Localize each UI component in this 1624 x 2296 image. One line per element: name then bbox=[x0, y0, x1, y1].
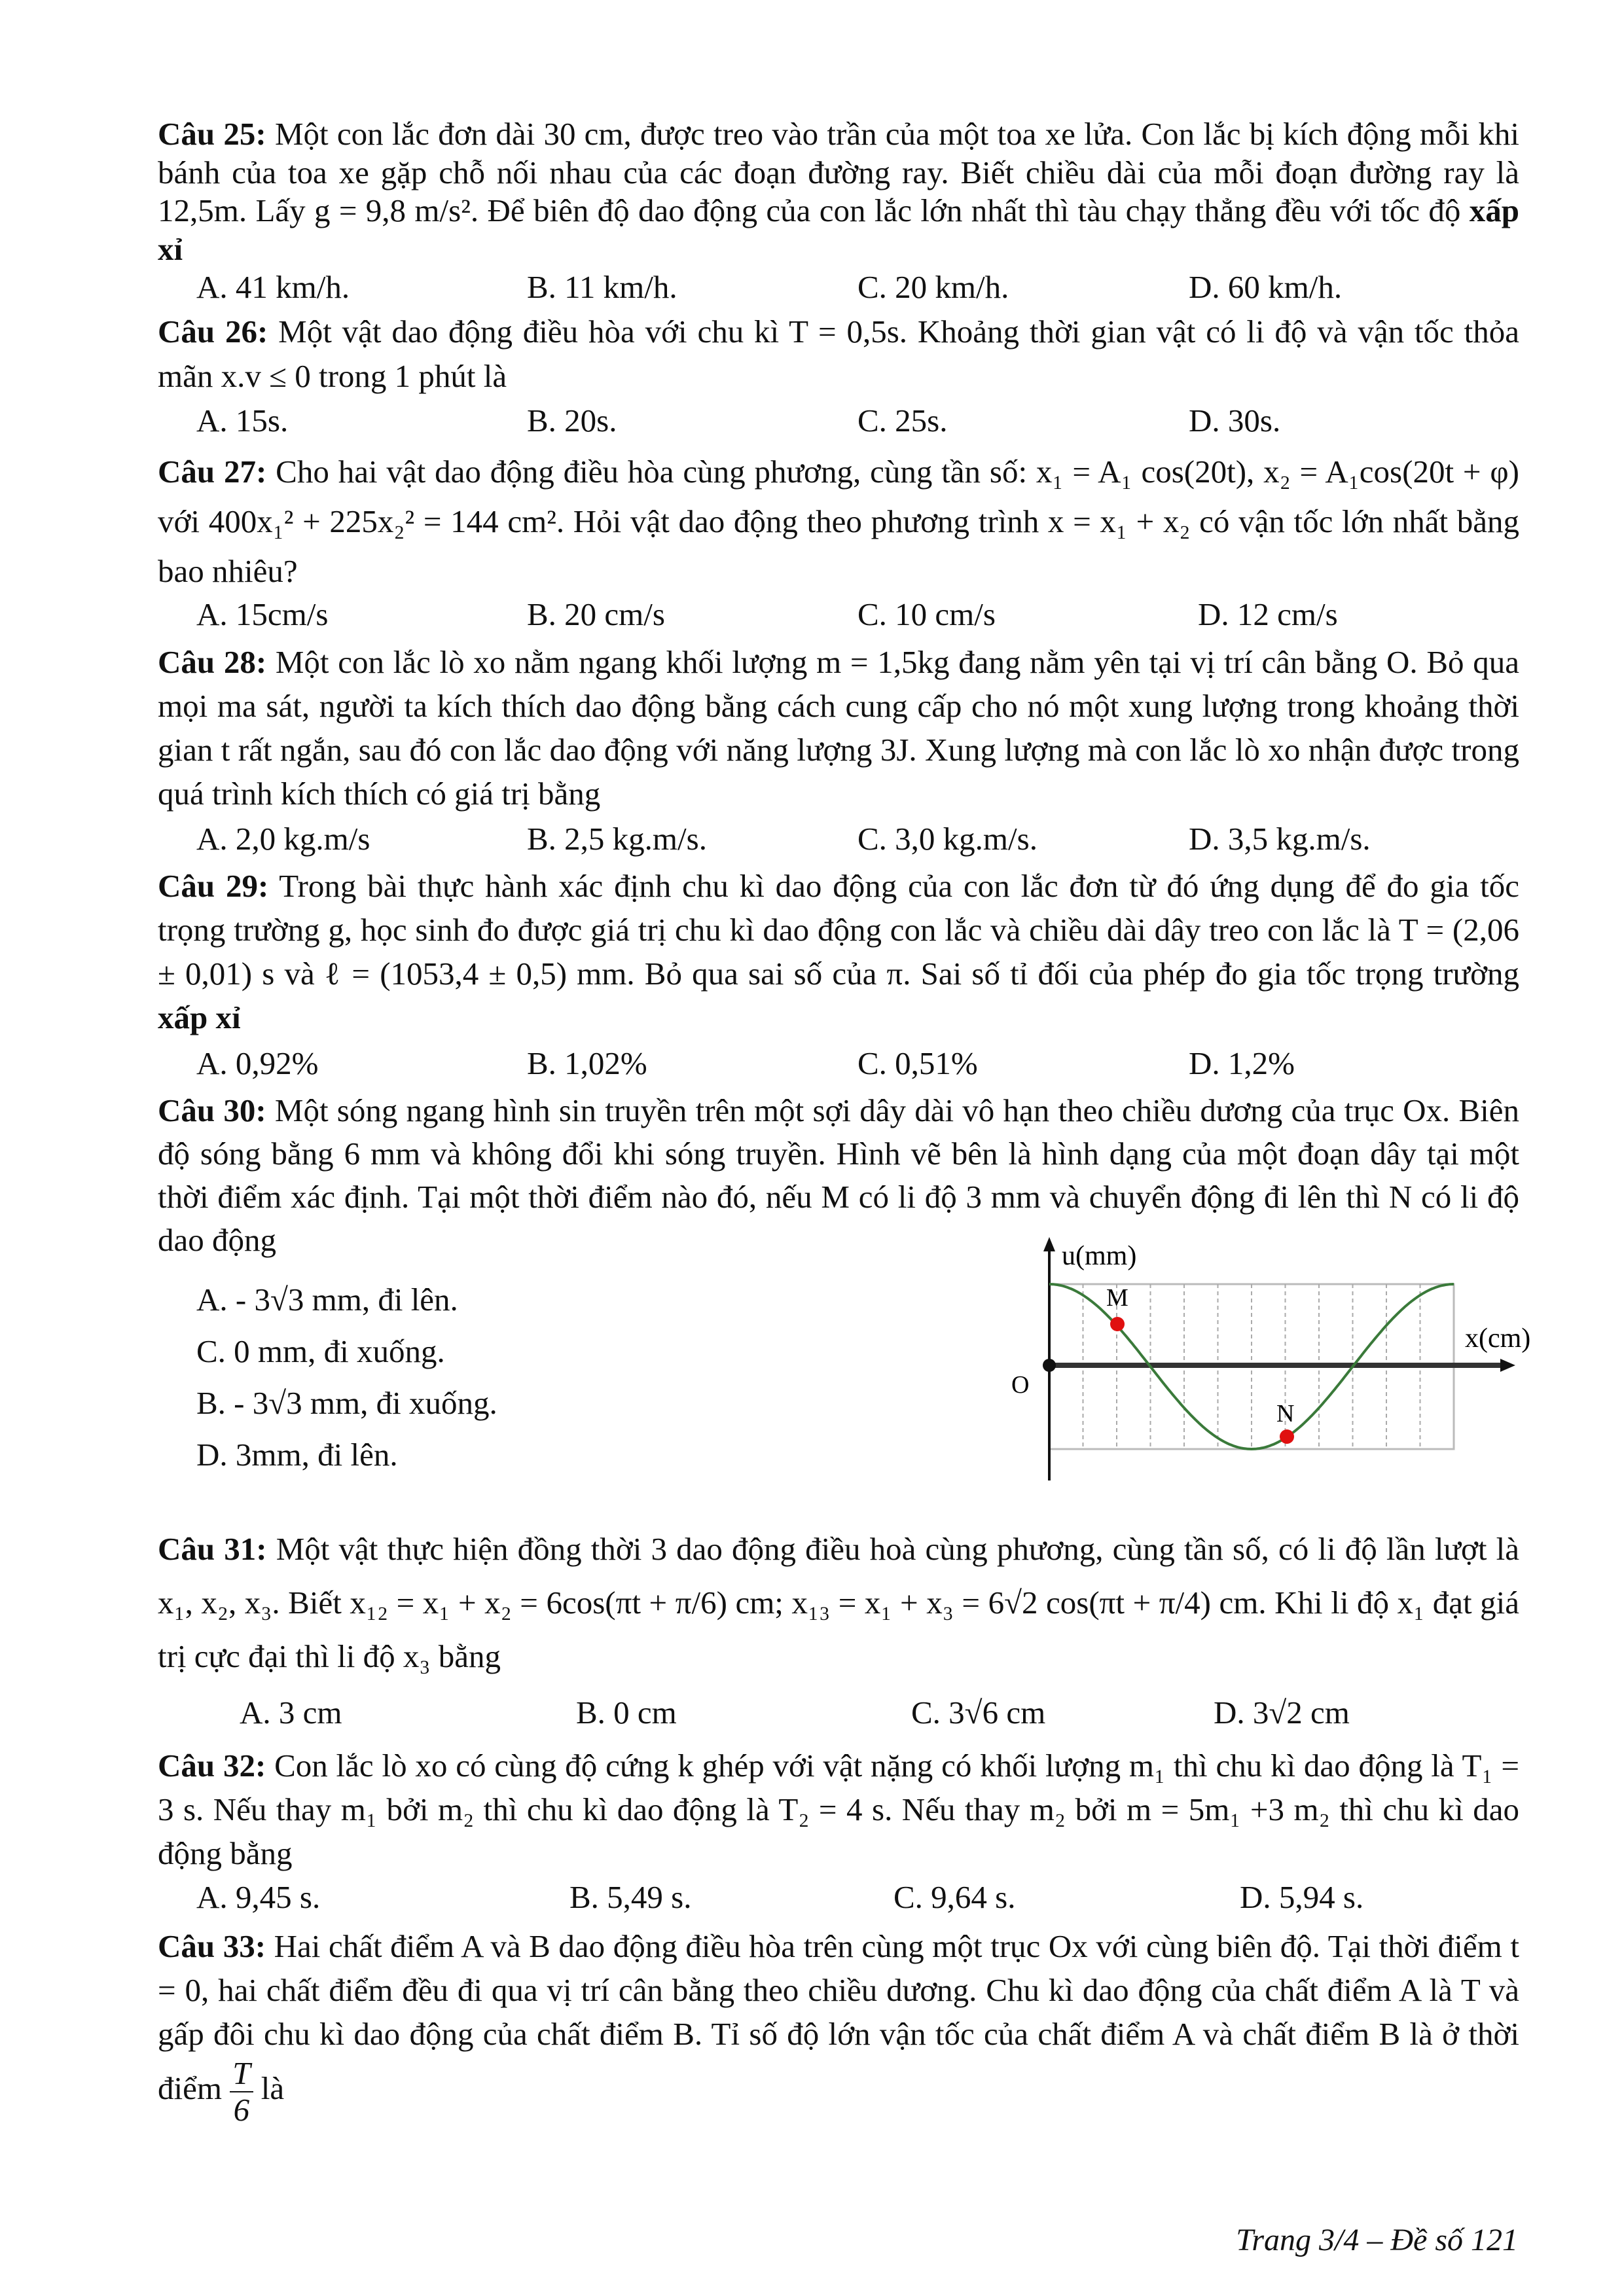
question-label: Câu 29: bbox=[158, 868, 269, 904]
question-28 bbox=[158, 640, 1519, 816]
answer-d: D. 30s. bbox=[1189, 403, 1281, 439]
question-label: Câu 28: bbox=[158, 644, 267, 680]
question-text: Một vật thực hiện đồng thời 3 dao động điều hoà cùng phương, cùng tần số, có li độ lần lượt là x₁, x₂, x₃. Biết x₁₂ = x₁ + x₂ = 6cos(πt + π/6) cm; x₁₃ = x₁ + x₃ = 6√2 cos(πt + π/4) cm. Khi li độ x₁ đạt giá trị cực đại thì li độ x₃ bằng bbox=[158, 1531, 1520, 1674]
question-label: Câu 27: bbox=[158, 454, 267, 490]
question-text: Một sóng ngang hình sin truyền trên một sợi dây dài vô hạn theo chiều dương của trục Ox. Biên độ sóng bằng 6 mm và không đổi khi sóng truyền. Hình vẽ bên là hình dạng của một đoạn dây tại một thời điểm xác định. Tại một thời điểm nào đó, nếu M có li độ 3 mm và chuyển động đi lên thì N có li độ dao động bbox=[158, 1092, 1520, 1258]
answer-a: A. 9,45 s. bbox=[196, 1879, 321, 1915]
point-n bbox=[1280, 1429, 1294, 1444]
answer-d: D. 12 cm/s bbox=[1198, 596, 1338, 632]
answer-d: D. 1,2% bbox=[1189, 1045, 1295, 1081]
fraction-t-over-6 bbox=[230, 2056, 253, 2128]
figure-box bbox=[1049, 1284, 1454, 1449]
question-text: Trong bài thực hành xác định chu kì dao động của con lắc đơn từ đó ứng dụng để đo gia tốc trọng trường g, học sinh đo được giá trị chu kì dao động con lắc và chiều dài dây treo con lắc là T = (2,06 ± 0,01) s và ℓ = (1053,4 ± 0,5) mm. Bỏ qua sai số của π. Sai số tỉ đối của phép đo gia tốc trọng trường bbox=[158, 868, 1519, 992]
answer-a: A. 15cm/s bbox=[196, 596, 329, 632]
answer-c: C. 9,64 s. bbox=[893, 1879, 1016, 1915]
answer-b: B. 11 km/h. bbox=[527, 269, 677, 305]
answer-b: B. - 3√3 mm, đi xuống. bbox=[196, 1385, 497, 1421]
answer-c: C. 25s. bbox=[857, 403, 948, 439]
question-text: Cho hai vật dao động điều hòa cùng phương, cùng tần số: x₁ = A₁ cos(20t), x₂ = A₁cos(20t + φ) với 400x₁² + 225x₂² = 144 cm². Hỏi vật dao động theo phương trình x = x₁ + x₂ có vận tốc lớn nhất bằng bao nhiêu? bbox=[158, 454, 1519, 589]
question-tail: là bbox=[261, 2070, 285, 2107]
question-text: Con lắc lò xo có cùng độ cứng k ghép với vật nặng có khối lượng m₁ thì chu kì dao động là T₁ = 3 s. Nếu thay m₁ bởi m₂ thì chu kì dao động là T₂ = 4 s. Nếu thay m₂ bởi m = 5m₁ +3 m₂ thì chu kì dao động bằng bbox=[158, 1748, 1520, 1871]
answer-a: A. 3 cm bbox=[240, 1695, 342, 1731]
answer-a: A. - 3√3 mm, đi lên. bbox=[196, 1282, 458, 1318]
question-30 bbox=[158, 1089, 1519, 1262]
question-emphasis: xấp xỉ bbox=[158, 192, 1519, 267]
answer-c: C. 20 km/h. bbox=[857, 269, 1009, 305]
answer-c: C. 3,0 kg.m/s. bbox=[857, 821, 1038, 857]
answer-d: D. 5,94 s. bbox=[1240, 1879, 1364, 1915]
question-label: Câu 32: bbox=[158, 1748, 266, 1784]
answer-b: B. 2,5 kg.m/s. bbox=[527, 821, 707, 857]
answer-a: A. 2,0 kg.m/s bbox=[196, 821, 370, 857]
point-m bbox=[1110, 1317, 1125, 1331]
point-m-label: M bbox=[1106, 1284, 1128, 1312]
question-25 bbox=[158, 115, 1519, 268]
question-label: Câu 30: bbox=[158, 1092, 266, 1128]
answer-d: D. 3√2 cm bbox=[1214, 1695, 1350, 1731]
question-32 bbox=[158, 1744, 1519, 1875]
question-label: Câu 25: bbox=[158, 116, 266, 152]
question-31 bbox=[158, 1522, 1519, 1683]
question-text: Một con lắc lò xo nằm ngang khối lượng m = 1,5kg đang nằm yên tại vị trí cân bằng O. Bỏ qua mọi ma sát, người ta kích thích dao động bằng cách cung cấp cho nó một xung lượng trong khoảng thời gian t rất ngắn, sau đó con lắc dao động với năng lượng 3J. Xung lượng mà con lắc lò xo nhận được trong quá trình kích thích có giá trị bằng bbox=[158, 644, 1519, 812]
answer-list bbox=[196, 1274, 497, 1480]
question-27 bbox=[158, 447, 1519, 596]
answer-d: D. 3mm, đi lên. bbox=[196, 1437, 398, 1473]
answer-b: B. 5,49 s. bbox=[569, 1879, 692, 1915]
answer-d: D. 60 km/h. bbox=[1189, 269, 1343, 305]
question-emphasis: xấp xỉ bbox=[158, 999, 241, 1035]
fraction-numerator: T bbox=[230, 2056, 253, 2092]
answer-d: D. 3,5 kg.m/s. bbox=[1189, 821, 1371, 857]
origin-label: O bbox=[1011, 1371, 1030, 1399]
fraction-denominator: 6 bbox=[233, 2091, 250, 2128]
answer-a: A. 41 km/h. bbox=[196, 269, 350, 305]
point-n-label: N bbox=[1276, 1400, 1295, 1427]
question-text: Một vật dao động điều hòa với chu kì T = 0,5s. Khoảng thời gian vật có li độ và vận tốc thỏa mãn x.v ≤ 0 trong 1 phút là bbox=[158, 314, 1519, 394]
answer-c: C. 10 cm/s bbox=[857, 596, 996, 632]
grid-lines bbox=[1083, 1284, 1420, 1449]
answer-a: A. 0,92% bbox=[196, 1045, 319, 1081]
question-label: Câu 33: bbox=[158, 1928, 266, 1964]
u-axis-label: u(mm) bbox=[1062, 1241, 1137, 1271]
question-label: Câu 26: bbox=[158, 314, 268, 350]
answer-c: C. 0 mm, đi xuống. bbox=[196, 1333, 445, 1369]
answer-c: C. 3√6 cm bbox=[911, 1695, 1046, 1731]
question-26 bbox=[158, 310, 1519, 399]
question-label: Câu 31: bbox=[158, 1531, 267, 1567]
answer-c: C. 0,51% bbox=[857, 1045, 978, 1081]
answer-b: B. 20 cm/s bbox=[527, 596, 665, 632]
x-axis-label: x(cm) bbox=[1465, 1323, 1531, 1354]
page-footer: Trang 3/4 – Đề số 121 bbox=[1236, 2223, 1518, 2257]
answer-b: B. 0 cm bbox=[576, 1695, 677, 1731]
answer-b: B. 1,02% bbox=[527, 1045, 647, 1081]
origin-dot bbox=[1043, 1359, 1056, 1372]
answer-a: A. 15s. bbox=[196, 403, 289, 439]
question-text: Một con lắc đơn dài 30 cm, được treo vào trần của một toa xe lửa. Con lắc bị kích động mỗi khi bánh của toa xe gặp chỗ nối nhau của các đoạn đường ray. Biết chiều dài của mỗi đoạn đường ray là 12,5m. Lấy g = 9,8 m/s². Để biên độ dao động của con lắc lớn nhất thì tàu chạy thẳng đều với tốc độ bbox=[158, 116, 1520, 228]
question-29 bbox=[158, 864, 1519, 1039]
wave-curve bbox=[1049, 1284, 1454, 1449]
x-axis-arrow-icon bbox=[1500, 1359, 1515, 1372]
question-33 bbox=[158, 1924, 1519, 2128]
question-text: Hai chất điểm A và B dao động điều hòa trên cùng một trục Ox với cùng biên độ. Tại thời điểm t = 0, hai chất điểm đều đi qua vị trí cân bằng theo chiều dương. Chu kì dao động của chất điểm A là T và gấp đôi chu kì dao động của chất điểm B. Tỉ số độ lớn vận tốc của chất điểm A và chất điểm B là ở thời điểm bbox=[158, 1928, 1519, 2107]
answer-b: B. 20s. bbox=[527, 403, 617, 439]
